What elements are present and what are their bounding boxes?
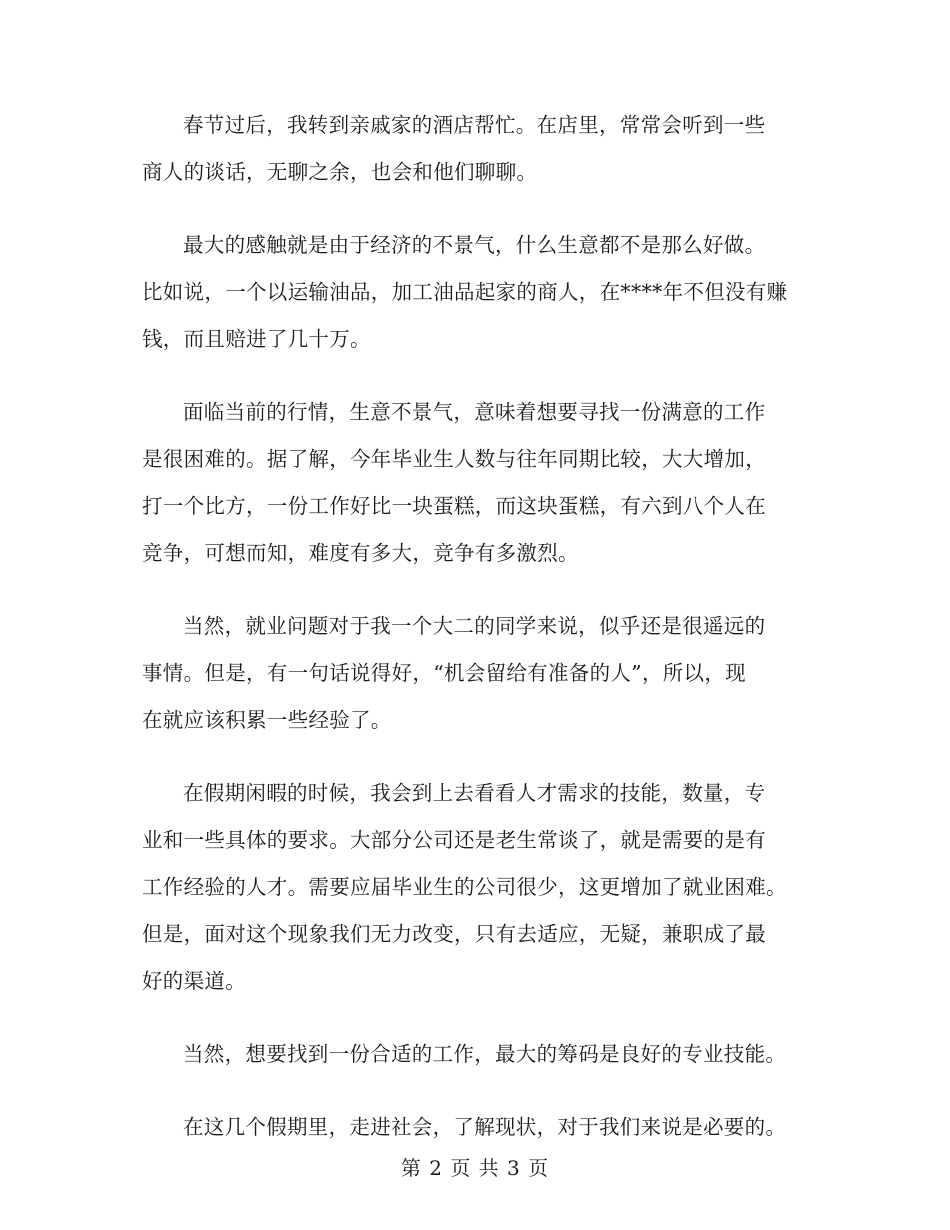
document-body bbox=[142, 102, 812, 1177]
paragraph-6 bbox=[142, 1031, 812, 1078]
paragraph-line: 面临当前的行情，生意不景气，意味着想要寻找一份满意的工作 bbox=[183, 400, 766, 424]
paragraph-line: 打一个比方，一份工作好比一块蛋糕，而这块蛋糕，有六到八个人在 bbox=[142, 494, 766, 518]
paragraph-line: 事情。但是，有一句话说得好，“机会留给有准备的人”，所以，现 bbox=[142, 661, 746, 685]
paragraph-2 bbox=[142, 222, 812, 363]
paragraph-line: 好的渠道。 bbox=[142, 969, 246, 993]
paragraph-line: 在这几个假期里，走进社会，了解现状，对于我们来说是必要的。 bbox=[183, 1115, 787, 1139]
paragraph-line: 在就应该积累一些经验了。 bbox=[142, 708, 392, 732]
paragraph-line: 在假期闲暇的时候，我会到上去看看人才需求的技能，数量，专 bbox=[183, 781, 766, 805]
paragraph-5 bbox=[142, 770, 812, 1005]
paragraph-line: 春节过后，我转到亲戚家的酒店帮忙。在店里，常常会听到一些 bbox=[183, 113, 766, 137]
paragraph-4 bbox=[142, 603, 812, 744]
paragraph-line: 是很困难的。据了解，今年毕业生人数与往年同期比较，大大增加， bbox=[142, 447, 766, 471]
paragraph-7 bbox=[142, 1104, 812, 1151]
paragraph-line: 但是，面对这个现象我们无力改变，只有去适应，无疑，兼职成了最 bbox=[142, 922, 766, 946]
paragraph-line: 工作经验的人才。需要应届毕业生的公司很少，这更增加了就业困难。 bbox=[142, 875, 787, 899]
paragraph-line: 商人的谈话，无聊之余，也会和他们聊聊。 bbox=[142, 160, 538, 184]
paragraph-line: 竞争，可想而知，难度有多大，竞争有多激烈。 bbox=[142, 541, 579, 565]
page-number-footer: 第 2 页 共 3 页 bbox=[400, 1156, 550, 1180]
paragraph-1 bbox=[142, 102, 812, 196]
paragraph-line: 钱，而且赔进了几十万。 bbox=[142, 327, 371, 351]
paragraph-line: 当然，想要找到一份合适的工作，最大的筹码是良好的专业技能。 bbox=[183, 1042, 787, 1066]
paragraph-line: 当然，就业问题对于我一个大二的同学来说，似乎还是很遥远的 bbox=[183, 614, 766, 638]
paragraph-line: 比如说，一个以运输油品，加工油品起家的商人，在****年不但没有赚 bbox=[142, 280, 788, 304]
paragraph-3 bbox=[142, 389, 812, 577]
paragraph-line: 业和一些具体的要求。大部分公司还是老生常谈了，就是需要的是有 bbox=[142, 828, 766, 852]
paragraph-line: 最大的感触就是由于经济的不景气，什么生意都不是那么好做。 bbox=[183, 233, 766, 257]
